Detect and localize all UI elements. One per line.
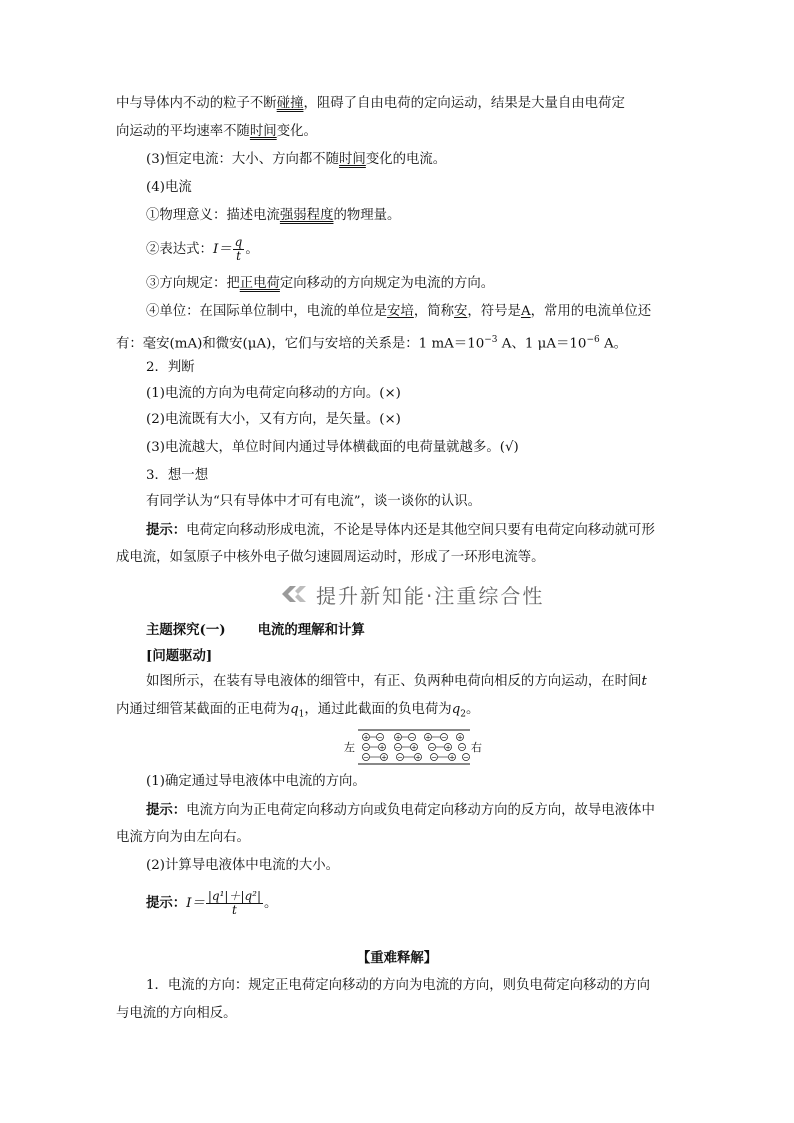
text: 有：毫安(mA)和微安(μA)，它们与安培的关系是：1 mA＝10 xyxy=(116,336,485,352)
svg-text:−: − xyxy=(459,743,465,752)
text: 如图所示，在装有导电液体的细管中，有正、负两种电荷向相反的方向运动，在时间 xyxy=(146,674,642,689)
think-hint-continued: 成电流，如氢原子中核外电子做匀速圆周运动时，形成了一环形电流等。 xyxy=(116,550,545,565)
text: ，常用的电流单位还 xyxy=(530,304,652,319)
svg-text:−: − xyxy=(431,753,437,762)
charge-row xyxy=(363,734,464,742)
svg-text:+: + xyxy=(381,753,387,762)
underlined-term: 安培 xyxy=(387,304,414,319)
svg-text:−: − xyxy=(463,753,469,762)
underlined-term: 时间 xyxy=(249,124,277,139)
svg-text:−: − xyxy=(363,743,369,752)
text: ③方向规定：把 xyxy=(146,276,240,291)
question-2-hint xyxy=(146,890,277,917)
text: 。 xyxy=(245,242,259,257)
text: 。 xyxy=(466,702,480,717)
variable: t xyxy=(641,674,647,689)
text: 定向移动的方向规定为电流的方向。 xyxy=(279,276,495,291)
figure-left-label: 左 xyxy=(344,741,355,754)
text: ，符号是 xyxy=(467,304,521,319)
question-2: (2)计算导电液体中电流的大小。 xyxy=(146,858,340,873)
charge-tube-figure xyxy=(340,727,482,767)
formula-lhs: I＝ xyxy=(212,242,232,257)
text: 中与导体内不动的粒子不断 xyxy=(116,96,277,111)
formula-lhs: I＝ xyxy=(186,896,205,911)
variable: q xyxy=(451,702,461,717)
exponent: −6 xyxy=(586,335,600,345)
steady-current-definition xyxy=(146,150,446,170)
current-subheading: (4)电流 xyxy=(146,180,192,195)
text: 内通过细管某截面的正电荷为 xyxy=(116,702,291,717)
fraction-numerator: |q¹|＋|q²| xyxy=(207,889,262,903)
section-banner xyxy=(280,580,544,608)
text: 变化的电流。 xyxy=(365,152,447,167)
fraction xyxy=(206,890,263,917)
svg-text:+: + xyxy=(449,753,455,762)
think-question: 有同学认为“只有导体中才可有电流”，谈一谈你的认识。 xyxy=(146,494,482,509)
think-hint xyxy=(146,520,655,541)
expression-formula xyxy=(146,236,259,263)
text: 电流方向为正电荷定向移动方向或负电荷定向移动方向的反方向，故导电液体中 xyxy=(186,803,655,818)
underlined-term: 强弱程度 xyxy=(279,208,334,223)
unit-definition xyxy=(146,302,651,322)
question-1: (1)确定通过导电液体中电流的方向。 xyxy=(146,774,366,789)
svg-text:+: + xyxy=(415,753,421,762)
key-line-continued: 与电流的方向相反。 xyxy=(116,1006,237,1021)
svg-text:+: + xyxy=(411,743,417,752)
hint-label: 提示： xyxy=(146,802,187,818)
svg-text:+: + xyxy=(395,733,401,742)
svg-text:+: + xyxy=(363,733,369,742)
judge-heading: 2．判断 xyxy=(146,360,195,375)
svg-text:+: + xyxy=(425,733,431,742)
svg-text:−: − xyxy=(429,743,435,752)
physical-meaning xyxy=(146,206,400,226)
text: 的物理量。 xyxy=(333,208,401,223)
svg-text:+: + xyxy=(445,743,451,752)
judge-item: (2)电流既有大小，又有方向，是矢量。(×) xyxy=(146,412,401,427)
fraction-numerator: q xyxy=(234,235,243,249)
fraction xyxy=(233,236,245,263)
text: 向运动的平均速率不随 xyxy=(116,124,250,139)
topic-label: 主题探究(一) xyxy=(146,622,226,638)
text: 电荷定向移动形成电流，不论是导体内还是其他空间只要有电荷定向移动就可形 xyxy=(186,523,655,538)
text: A。 xyxy=(599,336,628,352)
banner-title: 提升新知能·注重综合性 xyxy=(316,583,545,608)
hint-label: 提示： xyxy=(146,522,187,538)
underlined-term: 安 xyxy=(453,304,468,319)
text: ②表达式： xyxy=(146,242,213,257)
text: ，阻碍了自由电荷的定向运动，结果是大量自由电荷定 xyxy=(303,96,625,111)
svg-text:−: − xyxy=(395,743,401,752)
hint-label: 提示： xyxy=(146,895,187,911)
question-1-hint-continued: 电流方向为由左向右。 xyxy=(116,830,250,845)
svg-text:+: + xyxy=(457,733,463,742)
subscript: 2 xyxy=(460,709,466,720)
think-heading: 3．想一想 xyxy=(146,468,209,483)
key-heading: 【重难释解】 xyxy=(356,950,438,966)
underlined-term: 碰撞 xyxy=(276,96,304,111)
variable: q xyxy=(290,702,299,717)
tube-diagram xyxy=(340,727,482,767)
topic-heading xyxy=(146,620,365,641)
topic-title: 电流的理解和计算 xyxy=(257,622,365,638)
svg-text:−: − xyxy=(397,753,403,762)
svg-text:+: + xyxy=(379,743,385,752)
judge-item: (1)电流的方向为电荷定向移动的方向。(×) xyxy=(146,386,401,401)
double-chevron-logo-icon xyxy=(280,584,310,604)
figure-right-label: 右 xyxy=(471,741,482,754)
text: (3)恒定电流：大小、方向都不随 xyxy=(146,152,340,167)
fraction-denominator: t xyxy=(232,903,237,917)
svg-text:−: − xyxy=(441,733,447,742)
underlined-term: 正电荷 xyxy=(239,276,280,291)
text: ，通过此截面的负电荷为 xyxy=(304,702,452,717)
text: ④单位：在国际单位制中，电流的单位是 xyxy=(146,304,388,319)
paragraph-line xyxy=(116,122,317,142)
text: ，简称 xyxy=(413,304,454,319)
fraction-denominator: t xyxy=(236,249,241,263)
svg-text:−: − xyxy=(409,733,415,742)
charge-row xyxy=(363,754,470,762)
text: 变化。 xyxy=(276,124,317,139)
question-1-hint xyxy=(146,800,655,821)
paragraph-line xyxy=(116,94,625,114)
text: 。 xyxy=(264,896,278,911)
text: A、1 μA＝10 xyxy=(497,336,587,352)
svg-text:−: − xyxy=(377,733,383,742)
underlined-term: A xyxy=(520,304,531,319)
text: ①物理意义：描述电流 xyxy=(146,208,280,223)
underlined-term: 时间 xyxy=(339,152,366,167)
charge-row xyxy=(363,744,466,752)
direction-rule xyxy=(146,274,494,294)
judge-item: (3)电流越大，单位时间内通过导体横截面的电荷量就越多。(√) xyxy=(146,440,519,455)
key-line: 1．电流的方向：规定正电荷定向移动的方向为电流的方向，则负电荷定向移动的方向 xyxy=(146,978,650,993)
exponent: −3 xyxy=(484,335,498,345)
drive-line xyxy=(146,672,647,692)
drive-line xyxy=(116,700,479,725)
svg-text:−: − xyxy=(363,753,369,762)
drive-label: [问题驱动] xyxy=(146,648,213,664)
subscript: 1 xyxy=(298,709,305,720)
unit-relations xyxy=(116,330,627,354)
